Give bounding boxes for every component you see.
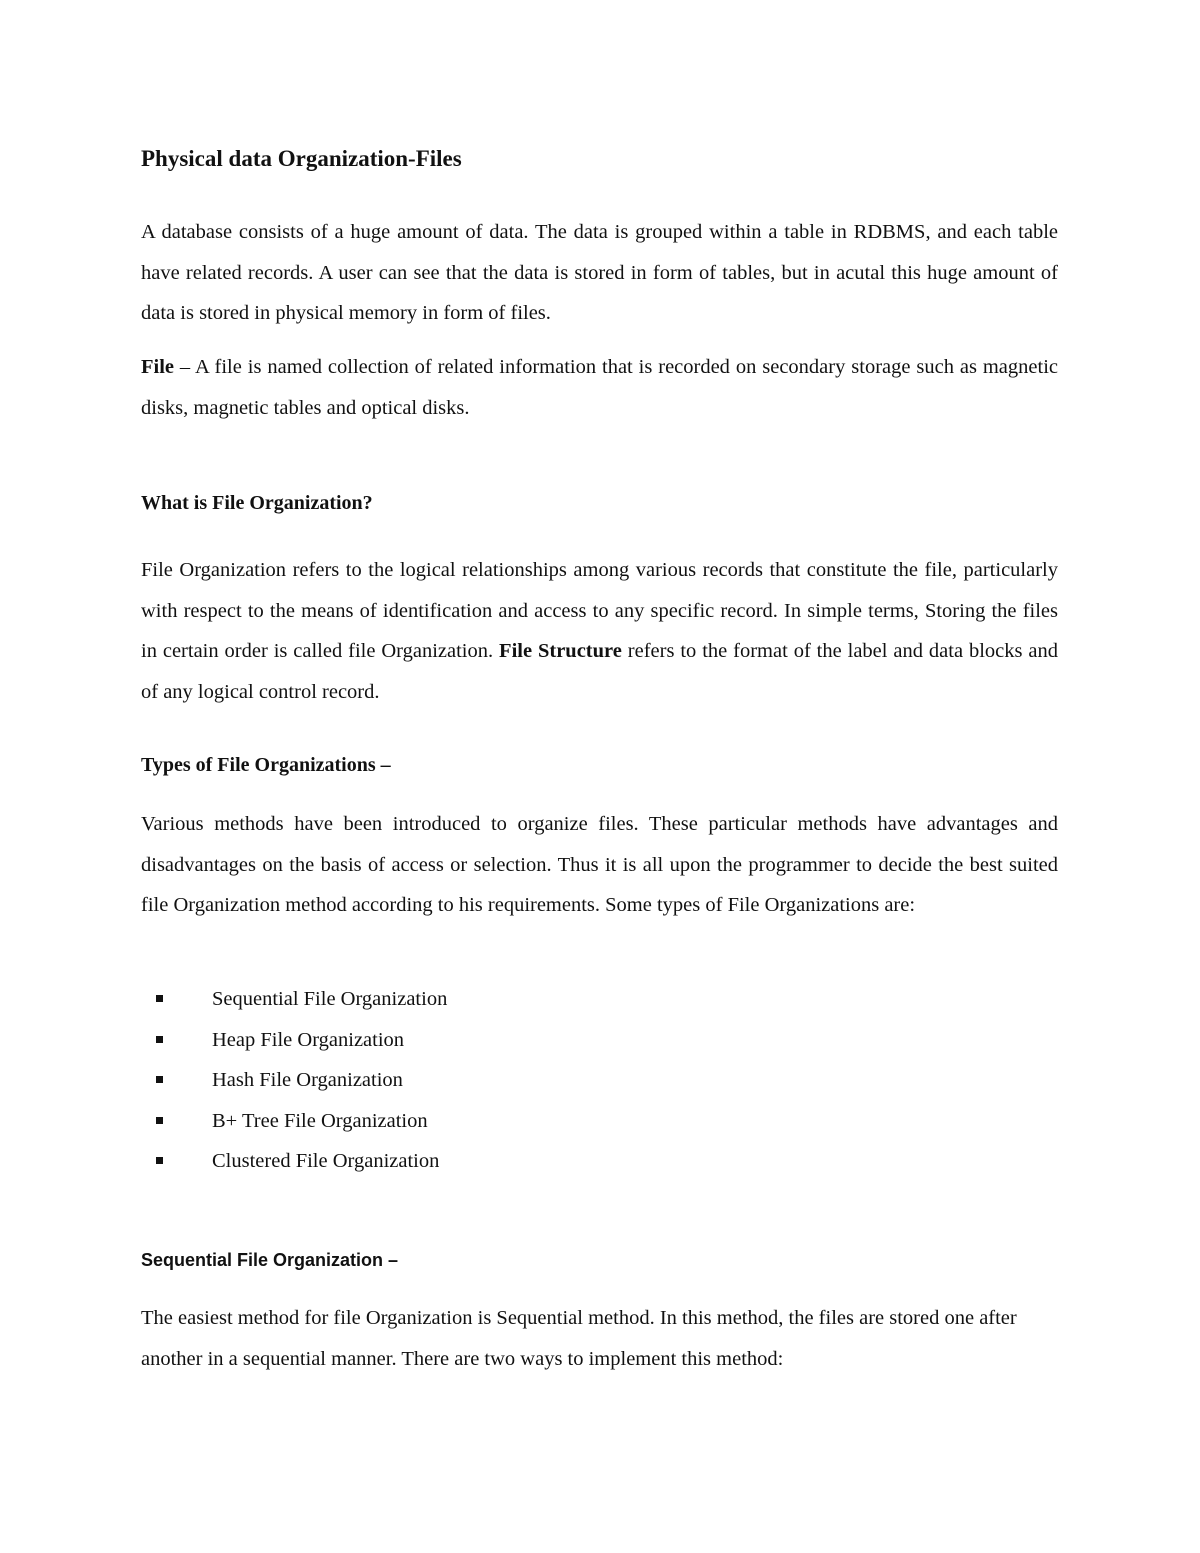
types-heading: Types of File Organizations – xyxy=(141,754,391,776)
sequential-heading: Sequential File Organization – xyxy=(141,1250,399,1270)
file-structure-term: File Structure xyxy=(499,640,622,662)
sequential-paragraph: The easiest method for file Organization is Sequential method. In this method, the files are stored one after another in a sequential manner. There are two ways to implement this method: xyxy=(141,1307,1017,1370)
intro-paragraph: A database consists of a huge amount of data. The data is grouped within a table in RDBMS, and each table have related records. A user can see that the data is stored in form of tables, but in acutal this huge amount of data is stored in physical memory in form of files. xyxy=(141,221,1058,324)
square-bullet-icon xyxy=(156,995,163,1002)
square-bullet-icon xyxy=(156,1157,163,1164)
list-item-label: B+ Tree File Organization xyxy=(212,1109,428,1132)
square-bullet-icon xyxy=(156,1117,163,1124)
list-item xyxy=(141,979,741,1020)
list-item xyxy=(141,1141,741,1182)
file-definition-text: – A file is named collection of related information that is recorded on secondary storage such as magnetic disks, magnetic tables and optical disks. xyxy=(141,356,1058,419)
list-item xyxy=(141,1060,741,1101)
page-title: Physical data Organization-Files xyxy=(141,146,462,171)
what-is-heading: What is File Organization? xyxy=(141,492,373,514)
list-item-label: Clustered File Organization xyxy=(212,1150,440,1172)
square-bullet-icon xyxy=(156,1036,163,1043)
list-item xyxy=(141,1101,741,1142)
what-is-paragraph xyxy=(141,550,1058,712)
list-item xyxy=(141,1020,741,1061)
types-paragraph: Various methods have been introduced to organize files. These particular methods have advantages and disadvantages on the basis of access or selection. Thus it is all upon the programmer to decide the best suited file Organization method according to his requirements. Some types of File Organizations are: xyxy=(141,813,1058,916)
square-bullet-icon xyxy=(156,1076,163,1083)
what-is-text-before: File Organization refers to the logical relationships among various records that constitute the file, particularly with respect to the means of identification and access to any specific record. In simple terms, Storing the files in certain order is called file Organization. xyxy=(141,559,1058,662)
list-item-label: Heap File Organization xyxy=(212,1028,405,1051)
what-is-text-after: refers to the format of the label and data blocks and of any logical control record. xyxy=(141,640,1058,703)
file-term: File xyxy=(141,356,175,378)
list-item-label: Sequential File Organization xyxy=(212,988,448,1010)
list-item-label: Hash File Organization xyxy=(212,1069,403,1091)
file-definition-paragraph xyxy=(141,347,1058,428)
types-list xyxy=(141,979,741,1182)
